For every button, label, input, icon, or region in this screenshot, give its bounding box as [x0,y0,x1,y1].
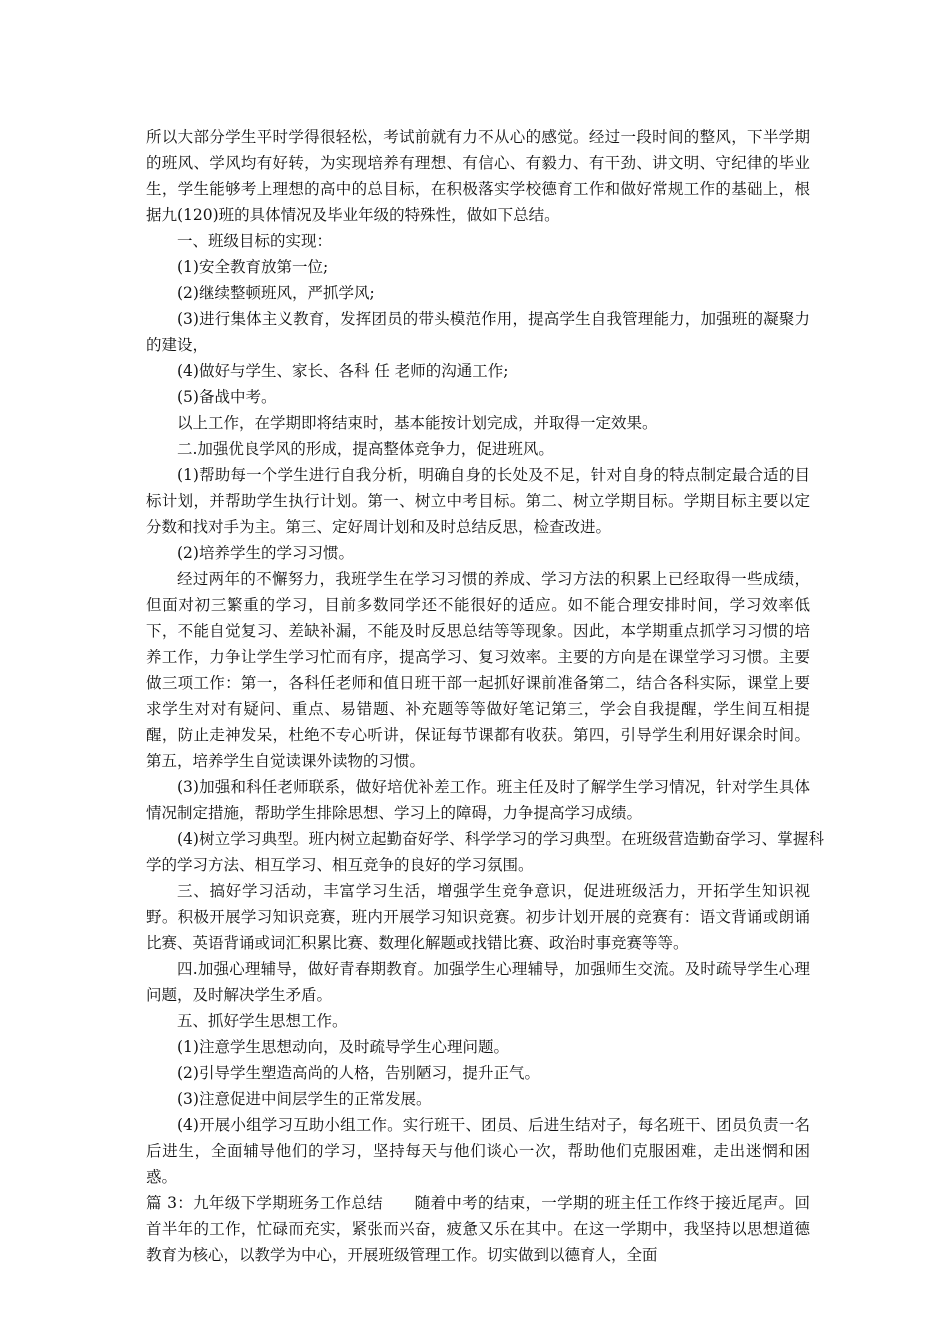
list-item-thought-1: (1)注意学生思想动向，及时疏导学生心理问题。 [177,1038,509,1056]
list-item-thought-4: (4)开展小组学习互助小组工作。实行班干、团员、后进生结对子，每名班干、团员负责一名后进生，全面辅导他们的学习，坚持每天与他们谈心一次，帮助他们克服困难，走出迷惘和困惑。 [146,1116,810,1186]
list-item-study-4: (4)树立学习典型。班内树立起勤奋好学、科学学习的学习典型。在班级营造勤奋学习、掌握科学的学习方法、相互学习、相互竞争的良好的学习氛围。 [146,830,824,874]
heading-study-style: 二.加强优良学风的形成，提高整体竞争力，促进班风。 [177,440,554,458]
list-item-goal-5: (5)备战中考。 [177,388,277,406]
list-item-goal-1: (1)安全教育放第一位; [177,258,329,276]
list-item-thought-3: (3)注意促进中间层学生的正常发展。 [177,1090,432,1108]
heading-mental-health: 四.加强心理辅导，做好青春期教育。加强学生心理辅导，加强师生交流。及时疏导学生心理问题，及时解决学生矛盾。 [146,960,810,1004]
paragraph-goal-summary: 以上工作，在学期即将结束时，基本能按计划完成，并取得一定效果。 [177,414,658,432]
list-item-study-2: (2)培养学生的学习习惯。 [177,544,354,562]
list-item-goal-2: (2)继续整顿班风，严抓学风; [177,284,375,302]
list-item-thought-2: (2)引导学生塑造高尚的人格，告别陋习，提升正气。 [177,1064,540,1082]
paragraph-intro: 所以大部分学生平时学得很轻松，考试前就有力不从心的感觉。经过一段时间的整风，下半学期的班风、学风均有好转，为实现培养有理想、有信心、有毅力、有干劲、讲文明、守纪律的毕业生，学生能够考上理想的高中的总目标，在积极落实学校德育工作和做好常规工作的基础上，根据九(120)班的具体情况及毕业年级的特殊性，做如下总结。 [146,128,810,224]
list-item-study-1: (1)帮助每一个学生进行自我分析，明确自身的长处及不足，针对自身的特点制定最合适的目标计划，并帮助学生执行计划。第一、树立中考目标。第二、树立学期目标。学期目标主要以定分数和找对手为主。第三、定好周计划和及时总结反思，检查改进。 [146,466,810,536]
list-item-goal-4: (4)做好与学生、家长、各科 任 老师的沟通工作; [177,362,509,380]
paragraph-study-habits: 经过两年的不懈努力，我班学生在学习习惯的养成、学习方法的积累上已经取得一些成绩，但面对初三繁重的学习，目前多数同学还不能很好的适应。如不能合理安排时间，学习效率低下，不能自觉复习、差缺补漏，不能及时反思总结等等现象。因此，本学期重点抓学习习惯的培养工作，力争让学生学习忙而有序，提高学习、复习效率。主要的方向是在课堂学习习惯。主要做三项工作：第一，各科任老师和值日班干部一起抓好课前准备第二，结合各科实际，课堂上要求学生对对有疑问、重点、易错题、补充题等等做好笔记第三，学会自我提醒，学生间互相提醒，防止走神发呆，杜绝不专心听讲，保证每节课都有收获。第四，引导学生利用好课余时间。第五，培养学生自觉读课外读物的习惯。 [146,570,810,770]
list-item-goal-3: (3)进行集体主义教育，发挥团员的带头模范作用，提高学生自我管理能力，加强班的凝聚力的建设， [146,310,810,354]
paragraph-article-3: 篇 3：九年级下学期班务工作总结 随着中考的结束，一学期的班主任工作终于接近尾声。回首半年的工作，忙碌而充实，紧张而兴奋，疲惫又乐在其中。在这一学期中，我坚持以思想道德教育为核心，以教学为中心，开展班级管理工作。切实做到以德育人，全面 [146,1194,810,1264]
heading-class-goals: 一、班级目标的实现： [177,232,333,250]
document-body [146,124,824,1268]
heading-thought-work: 五、抓好学生思想工作。 [177,1012,348,1030]
list-item-study-3: (3)加强和科任老师联系，做好培优补差工作。班主任及时了解学生学习情况，针对学生具体情况制定措施，帮助学生排除思想、学习上的障碍，力争提高学习成绩。 [146,778,810,822]
heading-study-activities: 三、搞好学习活动，丰富学习生活，增强学生竞争意识，促进班级活力，开拓学生知识视野。积极开展学习知识竞赛，班内开展学习知识竞赛。初步计划开展的竞赛有：语文背诵或朗诵比赛、英语背诵或词汇积累比赛、数理化解题或找错比赛、政治时事竞赛等等。 [146,882,810,952]
